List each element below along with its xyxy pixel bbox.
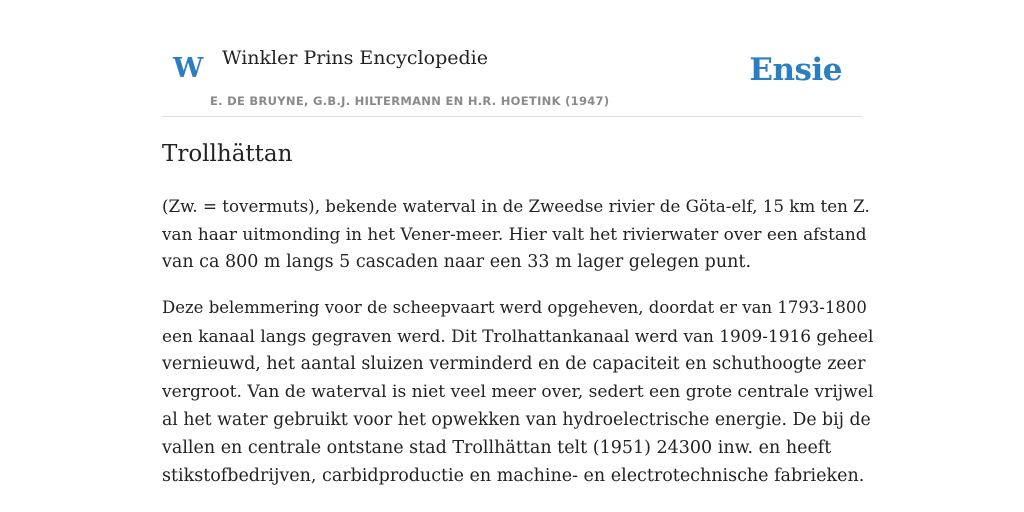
publication-logo[interactable]: W [173,53,204,84]
paragraph [162,294,872,490]
text-line: (Zw. = tovermuts), bekende waterval in de Zweedse rivier de Göta-elf, 15 km ten Z. [162,196,870,216]
article-title: Trollhättan [162,141,293,167]
text-line: van ca 800 m langs 5 cascaden naar een 33 m lager gelegen punt. [162,252,752,272]
header [162,0,862,117]
text-line: vernieuwd, het aantal sluizen verminderd en de capaciteit en schuthoogte zeer [162,354,866,374]
publication-title[interactable]: Winkler Prins Encyclopedie [222,47,488,69]
text-line: vergroot. Van de waterval is niet veel meer over, sedert een grote centrale vrijwel [162,382,874,402]
text-line: vallen en centrale ontstane stad Trollhättan telt (1951) 24300 inw. en heeft [162,438,832,458]
text-line: Deze belemmering voor de scheepvaart werd opgeheven, doordat er van 1793-1800 [162,298,867,317]
text-line: een kanaal langs gegraven werd. Dit Trolhattankanaal werd van 1909-1916 geheel [162,326,874,346]
brand-logo[interactable]: Ensie [749,52,842,88]
text-line: al het water gebruikt voor het opwekken van hydroelectrische energie. De bij de [162,410,871,430]
publication-authors: E. DE BRUYNE, G.B.J. HILTERMANN EN H.R. HOETINK (1947) [210,94,610,108]
text-line: stikstofbedrijven, carbidproductie en machine- en electrotechnische fabrieken. [162,466,865,486]
paragraph [162,192,872,276]
text-line: van haar uitmonding in het Vener-meer. Hier valt het rivierwater over een afstand [162,224,867,244]
article-body [162,192,872,508]
